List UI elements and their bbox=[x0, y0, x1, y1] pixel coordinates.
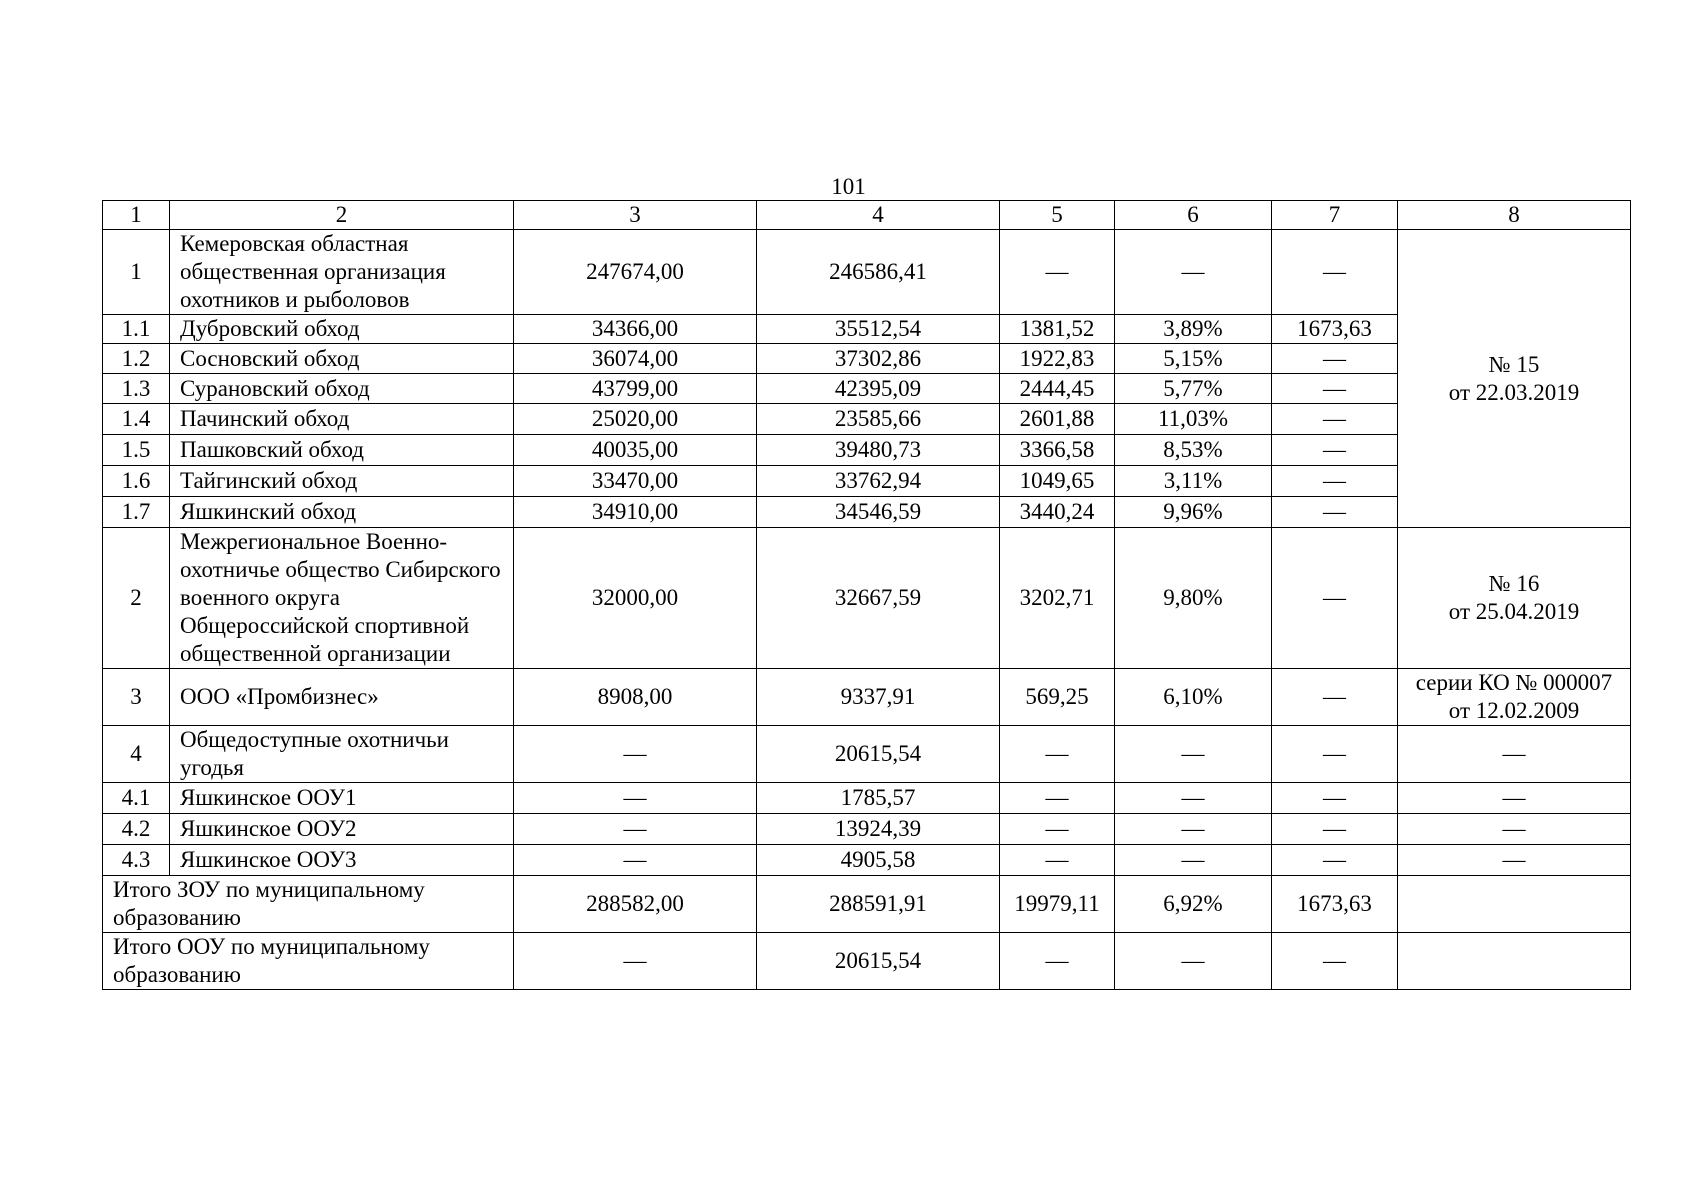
cell-col5: 3440,24 bbox=[1000, 497, 1115, 528]
table-row bbox=[103, 845, 1631, 876]
cell-col4: 42395,09 bbox=[757, 374, 1000, 404]
header-cell: 5 bbox=[1000, 201, 1115, 230]
row-number: 4.1 bbox=[103, 783, 170, 814]
cell-col4: 288591,91 bbox=[757, 876, 1000, 933]
cell-col7: — bbox=[1272, 497, 1398, 528]
organization-name: ООО «Промбизнес» bbox=[170, 669, 514, 726]
table-row bbox=[103, 726, 1631, 783]
cell-col4: 1785,57 bbox=[757, 783, 1000, 814]
cell-col5: — bbox=[1000, 783, 1115, 814]
row-number: 4.2 bbox=[103, 814, 170, 845]
cell-col5: 2444,45 bbox=[1000, 374, 1115, 404]
cell-col5: 1922,83 bbox=[1000, 344, 1115, 374]
organization-name: Сосновский обход bbox=[170, 344, 514, 374]
cell-col7: — bbox=[1272, 933, 1398, 990]
cell-col4: 246586,41 bbox=[757, 230, 1000, 315]
table-row bbox=[103, 230, 1631, 315]
total-label: Итого ЗОУ по муниципальному образованию bbox=[103, 876, 514, 933]
cell-col6: — bbox=[1115, 845, 1272, 876]
cell-col4: 32667,59 bbox=[757, 528, 1000, 669]
cell-col8: — bbox=[1398, 783, 1631, 814]
cell-col3: 32000,00 bbox=[514, 528, 757, 669]
cell-col6: 5,77% bbox=[1115, 374, 1272, 404]
cell-col4: 37302,86 bbox=[757, 344, 1000, 374]
organization-name: Межрегиональное Военно-охотничье общество Сибирского военного округа Общероссийской спортивной общественной организации bbox=[170, 528, 514, 669]
cell-col7: — bbox=[1272, 783, 1398, 814]
row-number: 1.6 bbox=[103, 466, 170, 497]
cell-col4: 39480,73 bbox=[757, 435, 1000, 466]
cell-col6: 5,15% bbox=[1115, 344, 1272, 374]
cell-col3: 36074,00 bbox=[514, 344, 757, 374]
table-row bbox=[103, 528, 1631, 669]
cell-col7: 1673,63 bbox=[1272, 315, 1398, 344]
cell-col3: — bbox=[514, 845, 757, 876]
cell-col8: — bbox=[1398, 845, 1631, 876]
cell-col3: 25020,00 bbox=[514, 404, 757, 435]
cell-col7: — bbox=[1272, 404, 1398, 435]
cell-col8 bbox=[1398, 933, 1631, 990]
row-number: 1.1 bbox=[103, 315, 170, 344]
table-row bbox=[103, 814, 1631, 845]
cell-col3: — bbox=[514, 814, 757, 845]
cell-col6: 3,11% bbox=[1115, 466, 1272, 497]
organization-name: Пачинский обход bbox=[170, 404, 514, 435]
cell-col4: 20615,54 bbox=[757, 726, 1000, 783]
row-number: 2 bbox=[103, 528, 170, 669]
cell-col6: 6,10% bbox=[1115, 669, 1272, 726]
organization-name: Кемеровская областная общественная организация охотников и рыболовов bbox=[170, 230, 514, 315]
header-cell: 2 bbox=[170, 201, 514, 230]
row-number: 3 bbox=[103, 669, 170, 726]
cell-col6: 3,89% bbox=[1115, 315, 1272, 344]
cell-col6: — bbox=[1115, 783, 1272, 814]
cell-col3: 43799,00 bbox=[514, 374, 757, 404]
cell-col7: — bbox=[1272, 845, 1398, 876]
cell-col7: — bbox=[1272, 814, 1398, 845]
row-number: 1 bbox=[103, 230, 170, 315]
document-number: № 16 bbox=[1488, 571, 1540, 596]
cell-col3: — bbox=[514, 783, 757, 814]
row-number: 1.3 bbox=[103, 374, 170, 404]
cell-col6: — bbox=[1115, 230, 1272, 315]
cell-col8: — bbox=[1398, 814, 1631, 845]
document-number: № 15 bbox=[1488, 351, 1540, 377]
row-number: 1.5 bbox=[103, 435, 170, 466]
cell-col6: 6,92% bbox=[1115, 876, 1272, 933]
document-cell-15 bbox=[1398, 230, 1631, 528]
cell-col7: — bbox=[1272, 528, 1398, 669]
cell-col4: 23585,66 bbox=[757, 404, 1000, 435]
report-table bbox=[102, 200, 1631, 990]
organization-name: Сурановский обход bbox=[170, 374, 514, 404]
row-number: 1.7 bbox=[103, 497, 170, 528]
document-date: от 25.04.2019 bbox=[1448, 599, 1580, 624]
header-cell: 4 bbox=[757, 201, 1000, 230]
organization-name: Яшкинское ООУ2 bbox=[170, 814, 514, 845]
total-row bbox=[103, 876, 1631, 933]
cell-col6: — bbox=[1115, 933, 1272, 990]
table-row bbox=[103, 669, 1631, 726]
cell-col7: 1673,63 bbox=[1272, 876, 1398, 933]
cell-col5: 1049,65 bbox=[1000, 466, 1115, 497]
cell-col5: — bbox=[1000, 933, 1115, 990]
organization-name: Общедоступные охотничьи угодья bbox=[170, 726, 514, 783]
organization-name: Дубровский обход bbox=[170, 315, 514, 344]
cell-col5: — bbox=[1000, 845, 1115, 876]
document-date: от 22.03.2019 bbox=[1448, 379, 1580, 405]
page-number: 101 bbox=[831, 174, 866, 199]
cell-col6: 9,96% bbox=[1115, 497, 1272, 528]
cell-col4: 34546,59 bbox=[757, 497, 1000, 528]
organization-name: Тайгинский обход bbox=[170, 466, 514, 497]
cell-col4: 9337,91 bbox=[757, 669, 1000, 726]
cell-col5: 569,25 bbox=[1000, 669, 1115, 726]
cell-col7: — bbox=[1272, 374, 1398, 404]
organization-name: Яшкинское ООУ3 bbox=[170, 845, 514, 876]
cell-col7: — bbox=[1272, 344, 1398, 374]
cell-col4: 20615,54 bbox=[757, 933, 1000, 990]
organization-name: Яшкинский обход bbox=[170, 497, 514, 528]
cell-col5: 3202,71 bbox=[1000, 528, 1115, 669]
cell-col6: 9,80% bbox=[1115, 528, 1272, 669]
cell-col3: 33470,00 bbox=[514, 466, 757, 497]
cell-col6: — bbox=[1115, 726, 1272, 783]
cell-col3: 40035,00 bbox=[514, 435, 757, 466]
cell-col7: — bbox=[1272, 435, 1398, 466]
cell-col7: — bbox=[1272, 669, 1398, 726]
cell-col4: 4905,58 bbox=[757, 845, 1000, 876]
cell-col6: 8,53% bbox=[1115, 435, 1272, 466]
cell-col5: — bbox=[1000, 230, 1115, 315]
cell-col3: — bbox=[514, 726, 757, 783]
cell-col8 bbox=[1398, 876, 1631, 933]
cell-col5: 19979,11 bbox=[1000, 876, 1115, 933]
cell-col4: 35512,54 bbox=[757, 315, 1000, 344]
document-cell-ko bbox=[1398, 669, 1631, 726]
cell-col7: — bbox=[1272, 466, 1398, 497]
cell-col3: 34366,00 bbox=[514, 315, 757, 344]
cell-col5: 2601,88 bbox=[1000, 404, 1115, 435]
row-number: 4 bbox=[103, 726, 170, 783]
cell-col7: — bbox=[1272, 726, 1398, 783]
row-number: 1.2 bbox=[103, 344, 170, 374]
organization-name: Пашковский обход bbox=[170, 435, 514, 466]
organization-name: Яшкинское ООУ1 bbox=[170, 783, 514, 814]
document-cell-16 bbox=[1398, 528, 1631, 669]
cell-col5: — bbox=[1000, 814, 1115, 845]
row-number: 1.4 bbox=[103, 404, 170, 435]
header-cell: 8 bbox=[1398, 201, 1631, 230]
cell-col3: 34910,00 bbox=[514, 497, 757, 528]
cell-col5: 3366,58 bbox=[1000, 435, 1115, 466]
total-label: Итого ООУ по муниципальному образованию bbox=[103, 933, 514, 990]
cell-col8: — bbox=[1398, 726, 1631, 783]
table-row bbox=[103, 783, 1631, 814]
header-cell: 3 bbox=[514, 201, 757, 230]
cell-col4: 33762,94 bbox=[757, 466, 1000, 497]
row-number: 4.3 bbox=[103, 845, 170, 876]
header-cell: 1 bbox=[103, 201, 170, 230]
cell-col6: — bbox=[1115, 814, 1272, 845]
cell-col7: — bbox=[1272, 230, 1398, 315]
cell-col6: 11,03% bbox=[1115, 404, 1272, 435]
cell-col3: — bbox=[514, 933, 757, 990]
cell-col3: 288582,00 bbox=[514, 876, 757, 933]
cell-col4: 13924,39 bbox=[757, 814, 1000, 845]
cell-col3: 247674,00 bbox=[514, 230, 757, 315]
document-date: от 12.02.2009 bbox=[1448, 698, 1580, 723]
cell-col5: 1381,52 bbox=[1000, 315, 1115, 344]
total-row bbox=[103, 933, 1631, 990]
cell-col3: 8908,00 bbox=[514, 669, 757, 726]
header-cell: 6 bbox=[1115, 201, 1272, 230]
header-cell: 7 bbox=[1272, 201, 1398, 230]
header-row bbox=[103, 201, 1631, 230]
document-number: серии КО № 000007 bbox=[1415, 670, 1613, 695]
cell-col5: — bbox=[1000, 726, 1115, 783]
